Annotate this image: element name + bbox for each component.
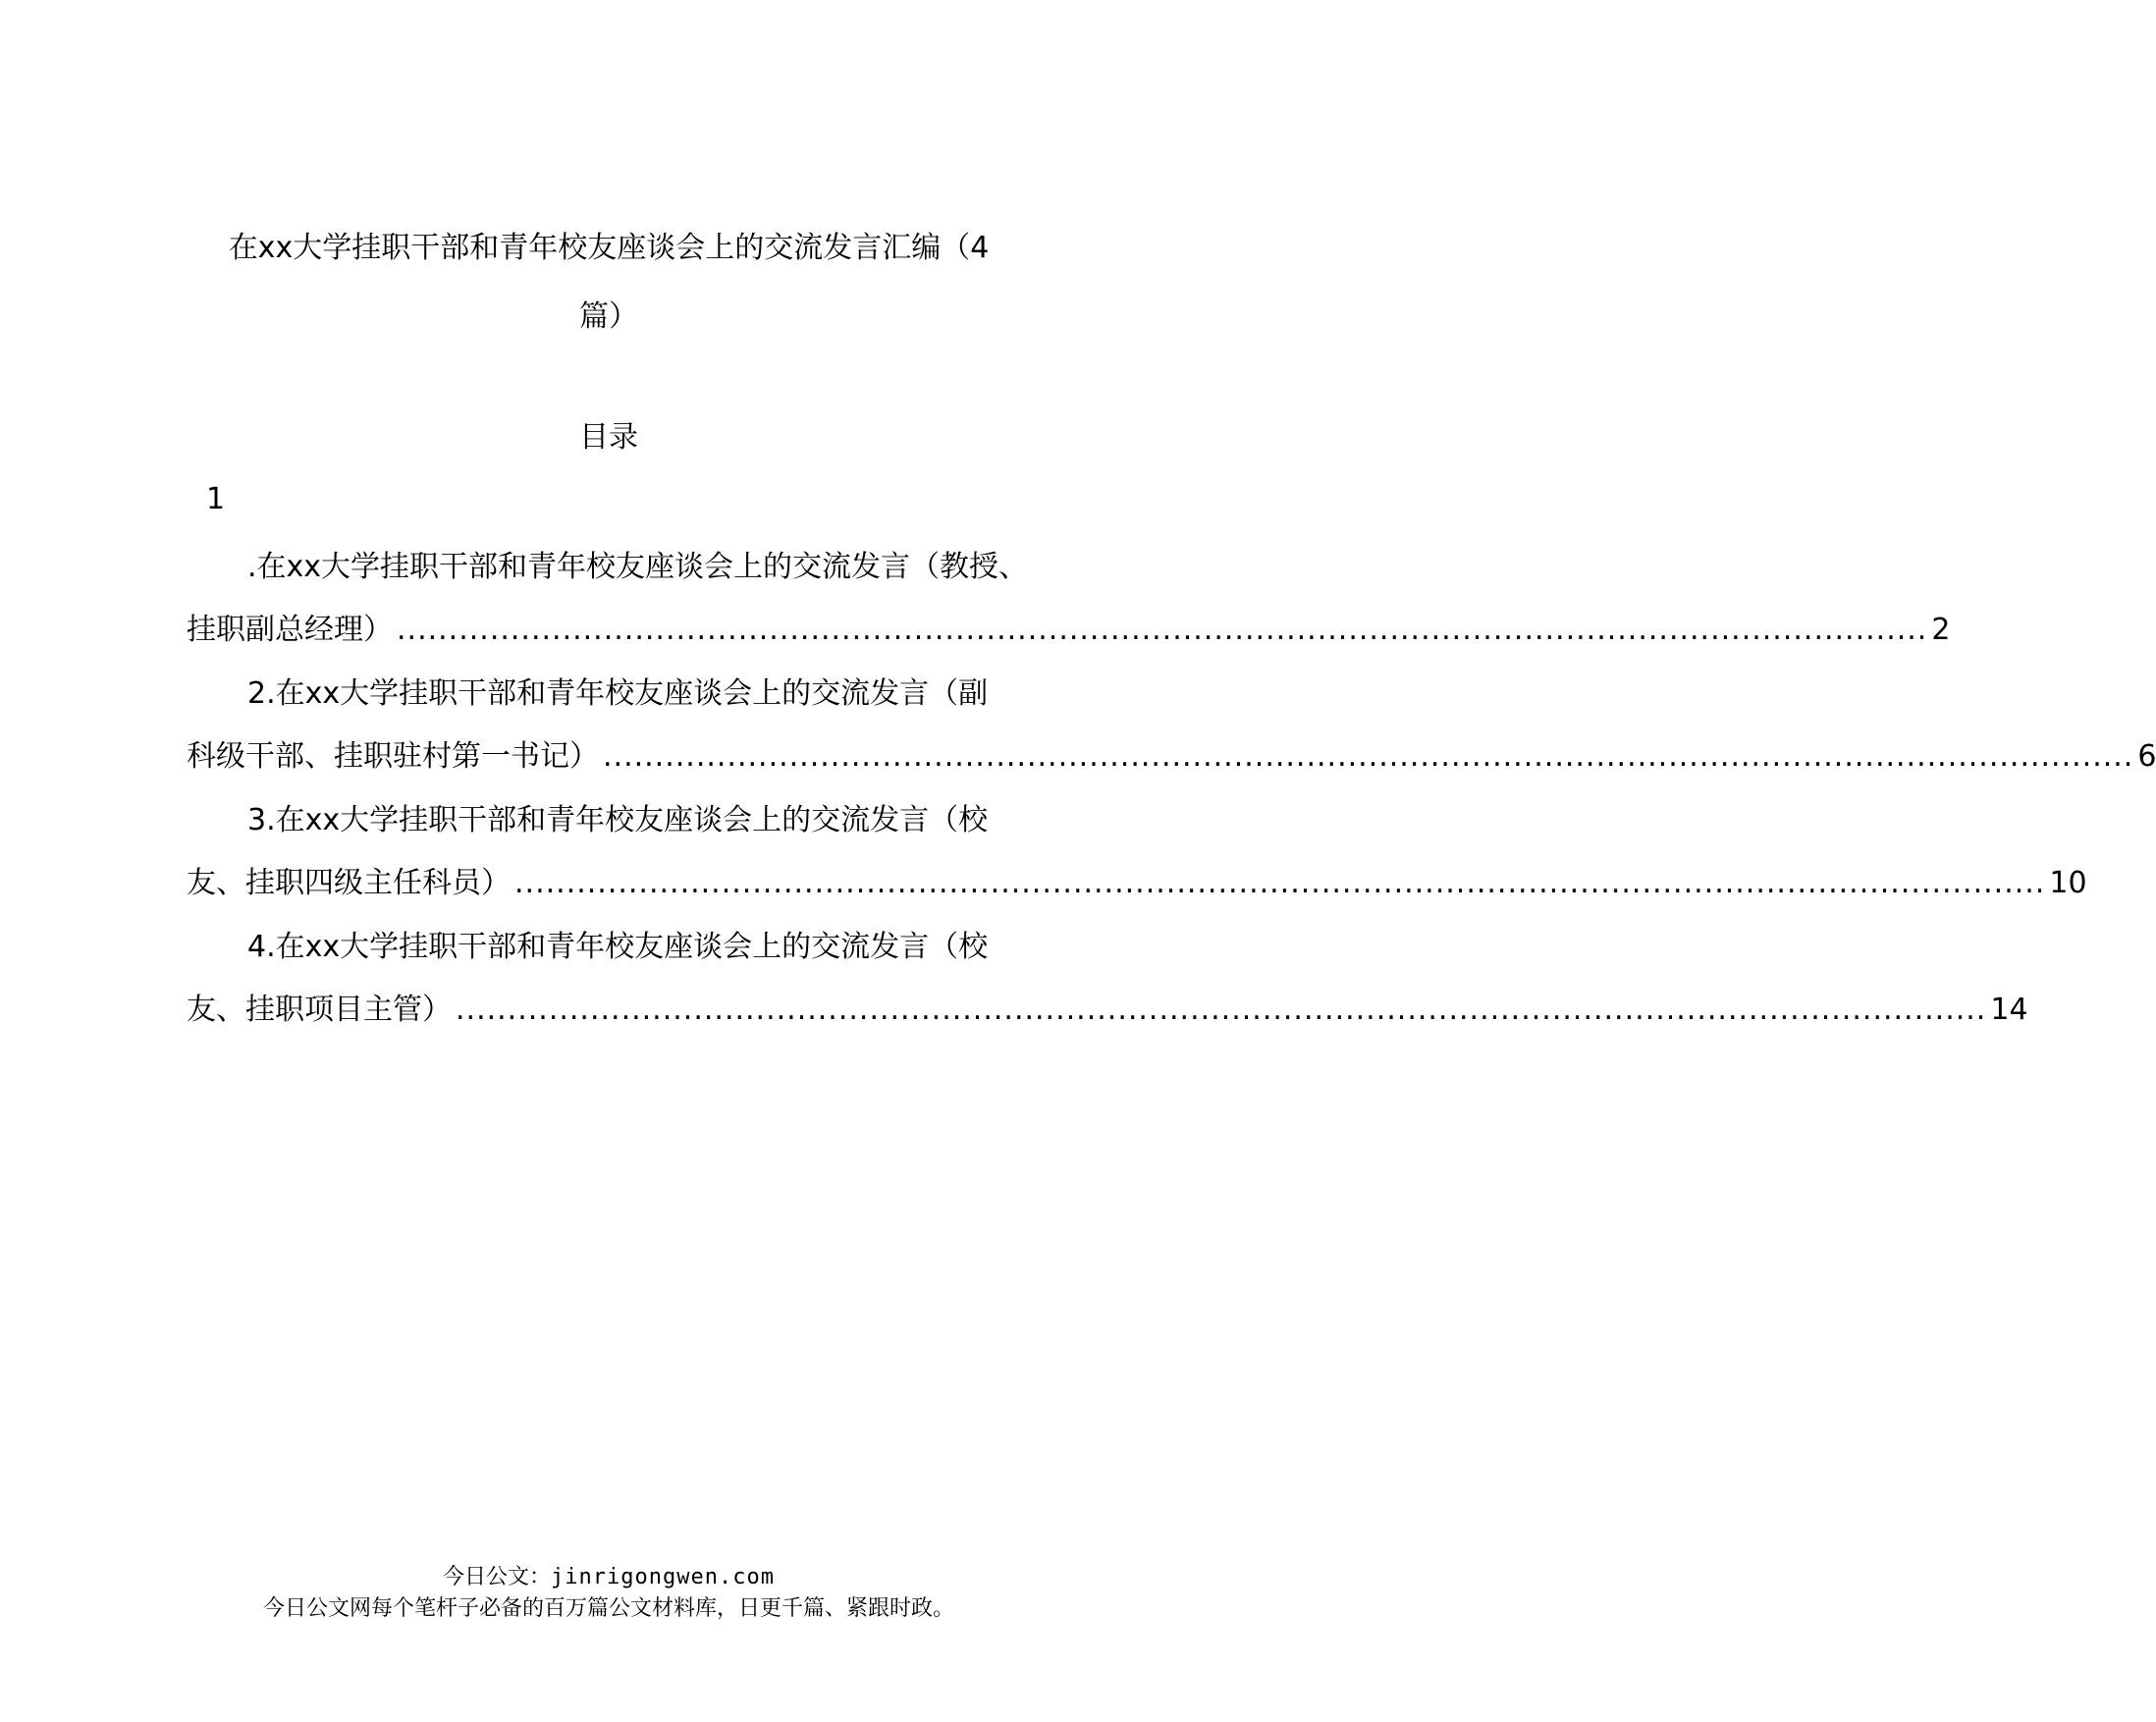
toc-entry-title: 4.在xx大学挂职干部和青年校友座谈会上的交流发言（校: [247, 930, 989, 964]
toc-entry-title-continued: 友、挂职项目主管）: [187, 993, 452, 1027]
toc-entry-3[interactable]: [187, 789, 2087, 915]
toc-dot-leader: ....................................................................................................................................................: [514, 866, 2046, 900]
toc-page-number: 10: [2049, 866, 2087, 900]
document-title: [187, 214, 1031, 351]
footer-slogan: 今日公文网每个笔杆子必备的百万篇公文材料库，日更千篇、紧跟时政。: [262, 1596, 954, 1621]
toc-page-number: 14: [1990, 993, 2028, 1027]
toc-entry-title-continued: 挂职副总经理）: [187, 613, 393, 647]
toc-entry-title-continued: 友、挂职四级主任科员）: [187, 866, 511, 900]
toc-entry-4[interactable]: [187, 916, 2028, 1042]
toc-page-number: 2: [1931, 613, 1951, 647]
toc-entry-title: 2.在xx大学挂职干部和青年校友座谈会上的交流发言（副: [247, 676, 989, 711]
toc-dot-leader: ....................................................................................................................................................: [456, 993, 1987, 1027]
footer-site-url[interactable]: jinrigongwen.com: [551, 1565, 775, 1589]
toc-dot-leader: ....................................................................................................................................................: [397, 613, 1928, 647]
toc-entry-1[interactable]: [187, 536, 1951, 662]
footer-site-label: 今日公文：: [443, 1565, 552, 1589]
footer-site-line: [0, 1563, 1217, 1592]
toc-stray-number: 1: [206, 482, 226, 516]
toc-page-number: 6: [2137, 739, 2156, 774]
toc-entry-2[interactable]: [187, 663, 2156, 788]
document-title-line-1: 在xx大学挂职干部和青年校友座谈会上的交流发言汇编（4: [228, 231, 990, 265]
toc-entry-title: 3.在xx大学挂职干部和青年校友座谈会上的交流发言（校: [247, 803, 989, 837]
toc-dot-leader: ....................................................................................................................................................: [603, 739, 2134, 774]
toc-entry-title-continued: 科级干部、挂职驻村第一书记）: [187, 739, 599, 774]
toc-heading: 目录: [579, 420, 638, 455]
document-title-line-2: 篇）: [579, 299, 638, 334]
toc-entry-title: .在xx大学挂职干部和青年校友座谈会上的交流发言（教授、: [247, 550, 1029, 584]
